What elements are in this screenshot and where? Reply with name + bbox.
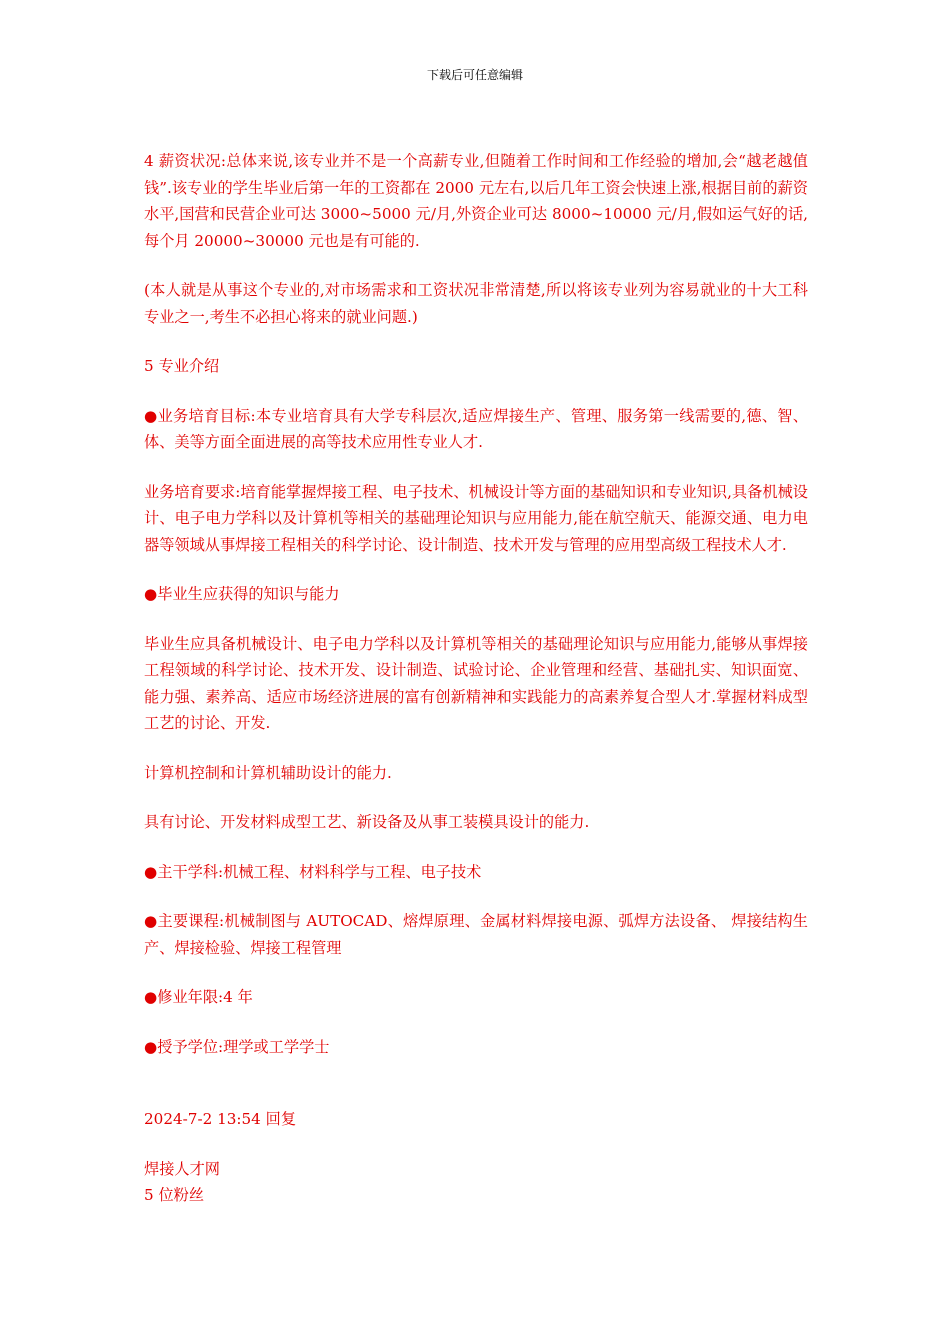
fans-count: 5 位粉丝 bbox=[144, 1186, 205, 1204]
graduate-heading-text: 毕业生应获得的知识与能力 bbox=[157, 585, 340, 603]
duration-item bbox=[144, 984, 808, 1011]
graduate-description-paragraph: 毕业生应具备机械设计、电子电力学科以及计算机等相关的基础理论知识与应用能力,能够从事焊接工程领域的科学讨论、技术开发、设计制造、试验讨论、企业管理和经营、基础扎实、知识面宽、能力强、素养高、适应市场经济进展的富有创新精神和实践能力的高素养复合型人才.掌握材料成型工艺的讨论、开发. bbox=[144, 634, 808, 732]
bullet-icon: ● bbox=[144, 912, 158, 930]
salary-paragraph: 4 薪资状况:总体来说,该专业并不是一个高薪专业,但随着工作时间和工作经验的增加,会“越老越值钱”.该专业的学生毕业后第一年的工资都在 2000 元左右,以后几年工资会快速上涨,根据目前的薪资水平,国营和民营企业可达 3000~5000 元/月,外资企业可达 8000~10000 元/月,假如运气好的话,每个月 20000~30000 元也是有可能的. bbox=[144, 152, 808, 250]
training-requirement-paragraph: 业务培育要求:培育能掌握焊接工程、电子技术、机械设计等方面的基础知识和专业知识,具备机械设计、电子电力学科以及计算机等相关的基础理论知识与应用能力,能在航空航天、能源交通、电力电器等领域从事焊接工程相关的科学讨论、设计制造、技术开发与管理的应用型高级工程技术人才. bbox=[144, 482, 808, 554]
main-courses-item bbox=[144, 908, 808, 961]
graduate-heading bbox=[144, 581, 808, 608]
username-link[interactable]: 焊接人才网 bbox=[144, 1159, 220, 1178]
degree-text: 授予学位:理学或工学学士 bbox=[157, 1037, 330, 1056]
bullet-icon: ● bbox=[144, 862, 158, 881]
degree-item bbox=[144, 1034, 808, 1061]
bullet-icon: ● bbox=[144, 585, 158, 603]
section-title: 5 专业介绍 bbox=[144, 357, 220, 375]
ability-paragraph-2: 具有讨论、开发材料成型工艺、新设备及从事工装模具设计的能力. bbox=[144, 813, 590, 831]
main-courses-text: 主要课程:机械制图与 AUTOCAD、熔焊原理、金属材料焊接电源、弧焊方法设备、 焊接结构生产、焊接检验、焊接工程管理 bbox=[144, 912, 808, 957]
training-goal-text: 业务培育目标:本专业培育具有大学专科层次,适应焊接生产、管理、服务第一线需要的,德、智、体、美等方面全面进展的高等技术应用性专业人才. bbox=[144, 406, 808, 451]
duration-text: 修业年限:4 年 bbox=[157, 988, 253, 1006]
author-note-paragraph: (本人就是从事这个专业的,对市场需求和工资状况非常清楚,所以将该专业列为容易就业的十大工科专业之一,考生不必担心将来的就业问题.) bbox=[144, 281, 808, 326]
page-header-note: 下载后可任意编辑 bbox=[426, 68, 523, 82]
bullet-icon: ● bbox=[144, 406, 158, 425]
user-info bbox=[144, 1156, 808, 1209]
training-goal-paragraph bbox=[144, 403, 808, 456]
ability-paragraph-1: 计算机控制和计算机辅助设计的能力. bbox=[144, 763, 392, 782]
main-subjects-text: 主干学科:机械工程、材料科学与工程、电子技术 bbox=[157, 862, 482, 881]
reply-timestamp: 2024-7-2 13:54 回复 bbox=[144, 1110, 297, 1128]
bullet-icon: ● bbox=[144, 1037, 158, 1056]
document-body bbox=[144, 148, 808, 1209]
bullet-icon: ● bbox=[144, 988, 158, 1006]
main-subjects-item bbox=[144, 859, 808, 886]
